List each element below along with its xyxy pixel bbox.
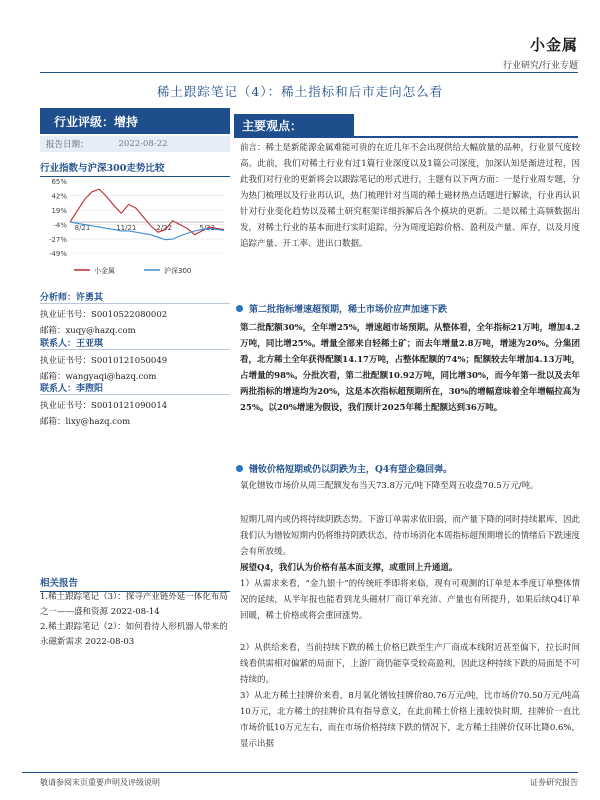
report-date-label: 报告日期： — [46, 140, 89, 150]
bullet-heading-price-text: 镨钕价格短期或仍以阴跌为主，Q4有望企稳回弹。 — [249, 465, 453, 475]
price-paragraph: 氧化镨钕市场价从周三配额发布当天73.8万元/吨下降至周五收盘70.5万元/吨。 — [240, 481, 539, 491]
contact-2-role: 联系人： — [40, 384, 77, 394]
report-title: 稀土跟踪笔记（4）：稀土指标和后市走向怎么看 — [156, 84, 444, 99]
x-tick-label: 2/22 — [156, 224, 172, 233]
demand-paragraph: 1）从需求来看，“金九银十”的传统旺季即将来临，现有可观测的订单是本季度订单整体情况的延续，从半年报也能看到龙头磁材厂商订单充沛、产量也有所提升，如果后续Q4订单回暖，稀土价格或将会重回涨势。 — [240, 579, 580, 621]
short-term-paragraph: 短期几周内或仍将持续阴跌态势。下游订单需求依旧弱，而产量下降的同时持续累库，因此我们认为镨钕短期内仍将维持阴跌状态，待市场消化本周指标超预期增长的情绪后下跌速度会有所放缓。 — [240, 515, 581, 557]
contact-2-license-value: S0010121090014 — [91, 401, 168, 411]
contact-2-license — [40, 397, 230, 411]
y-tick-label: 19% — [51, 207, 67, 216]
analyst-1-email — [40, 324, 230, 336]
index-comparison-chart — [40, 177, 230, 283]
main-points-heading: 主要观点： — [234, 114, 354, 136]
industry-rating: 行业评级：增持 — [40, 108, 230, 134]
bullet-heading-price — [236, 462, 581, 475]
main-points-divider — [234, 136, 578, 138]
bullet-heading-quota-text: 第二批指标增速超预期，稀土市场价应声加速下跌 — [249, 305, 448, 315]
x-tick-label: 8/21 — [74, 224, 91, 233]
related-report-item[interactable]: 2.稀土跟踪笔记（2）：如何看待人形机器人带来的永磁新需求 2022-08-03 — [40, 622, 228, 647]
brand-title: 小金属 — [529, 36, 578, 54]
report-date-value: 2022-08-22 — [118, 139, 168, 149]
contact-1-license — [40, 352, 230, 366]
contact-1-email-value[interactable]: wangyaqi@hazq.com — [65, 372, 157, 382]
y-tick-label: -49% — [48, 250, 67, 258]
q4-outlook-paragraph: 展望Q4，我们认为价格有基本面支撑，或重回上升通道。 — [240, 563, 458, 573]
y-tick-label: -4% — [53, 221, 67, 230]
quota-paragraph: 第二批配额30%，全年增25%，增速超市场预期。从整体看，全年指标21万吨，增加4.2万吨，同比增25%。增量全部来自轻稀土矿；而去年增量2.8万吨，增速为20%。分集团看，北方稀土全年获得配额14.17万吨，占整体配额的74%；配额较去年增加4.13万吨，占增量的98%。分批次看，第二批配额10.92万吨，同比增30%，而今年第一批以及去年两批指标的增速均为20%，这是本次指标超预期所在，30%的增幅意味着全年增幅拉高为25%。以20%增速为假设，我们预计2025年稀土配额达到36万吨。 — [240, 323, 580, 413]
y-tick-label: 42% — [51, 192, 67, 201]
report-date — [40, 136, 230, 152]
contact-1-email-label: 邮箱： — [40, 372, 66, 382]
chart-heading: 行业指数与沪深300走势比较 — [40, 160, 230, 177]
contact-1-role: 联系人： — [40, 339, 77, 349]
analyst-1-role: 分析师： — [40, 293, 77, 303]
header-divider — [40, 72, 578, 73]
contact-1-license-label: 执业证书号： — [40, 356, 92, 366]
analyst-1-name: 许勇其 — [76, 293, 104, 303]
footer-report-type: 证券研究报告 — [530, 778, 578, 787]
contact-2-email-value[interactable]: lixy@hazq.com — [65, 417, 131, 427]
listing-price-paragraph: 3）从北方稀土挂牌价来看，8月氧化镨钕挂牌价80.76万元/吨，比市场价70.50万元/吨高10万元，北方稀土的挂牌价具有指导意义，在此前稀土价格上涨较快时期，挂牌价一直比市场价低10万元左右，而在市场价格持续下跌的情况下，北方稀土挂牌价仅环比降0.6%，显示出据 — [240, 691, 580, 749]
contact-2-heading — [40, 381, 230, 395]
y-tick-label: -27% — [48, 236, 67, 245]
contact-1-heading — [40, 336, 230, 350]
y-tick-label: 65% — [51, 178, 67, 186]
legend-label: 小金属 — [94, 267, 115, 275]
contact-1-name: 王亚琪 — [76, 339, 104, 349]
chart-svg — [40, 177, 230, 283]
analyst-1-license — [40, 306, 230, 320]
contact-2-name: 李煦阳 — [76, 384, 104, 394]
analyst-1-license-value: S0010522080002 — [91, 310, 168, 320]
analyst-1-heading — [40, 290, 230, 304]
intro-paragraph: 前言：稀土是新能源金属难能可贵的在近几年不会出现供给大幅放量的品种，行业景气度较高。此前，我们对稀土行业有过1篇行业深度以及1篇公司深度，加深认知是渐进过程，因此我们对行业的更新将会以跟踪笔记的形式进行，主题有以下两方面：一是行业周专题，分为热门梳理以及行业再认识，热门梳理针对当周的稀土磁材热点话题进行解读，行业再认识针对行业变化趋势以及稀土研究框架详细拆解后各个模块的更新。二是以稀土高频数据出发，对稀土行业的基本面进行实时追踪，分为周度追踪价格、盈利及产量、库存，以及月度追踪产量、开工率、进出口数据。 — [240, 143, 581, 249]
analyst-1-email-value[interactable]: xuqy@hazq.com — [65, 326, 136, 336]
contact-2-license-label: 执业证书号： — [40, 401, 92, 411]
related-reports-list — [40, 590, 230, 650]
contact-1-license-value: S0010121050049 — [91, 356, 168, 366]
bullet-dot-icon — [236, 305, 243, 312]
analyst-1-email-label: 邮箱： — [40, 326, 66, 336]
bullet-dot-icon — [236, 465, 243, 472]
contact-2-email — [40, 415, 230, 427]
bullet-heading-quota — [236, 302, 581, 315]
legend-label: 沪深300 — [164, 267, 192, 275]
x-tick-label: 5/22 — [199, 224, 216, 233]
contact-2-email-label: 邮箱： — [40, 417, 66, 427]
report-category: 行业研究/行业专题 — [502, 61, 578, 71]
related-reports-heading: 相关报告 — [40, 575, 230, 592]
supply-paragraph: 2）从供给来看，当前持续下跌的稀土价格已跌至生产厂商成本线附近甚至偏下，拉长时间线看供需相对偏紧的局面下，上游厂商仍能享受较高盈利，因此这种持续下跌的局面是不可持续的。 — [240, 643, 581, 685]
analyst-1-license-label: 执业证书号： — [40, 310, 92, 320]
footer-disclaimer[interactable]: 敬请参阅末页重要声明及评级说明 — [40, 778, 160, 787]
footer-divider — [22, 772, 578, 773]
related-report-item[interactable]: 1.稀土跟踪笔记（3）：探寻产业链外延一体化布局之一——盛和资源 2022-08-14 — [40, 592, 228, 617]
x-tick-label: 11/21 — [116, 224, 137, 233]
